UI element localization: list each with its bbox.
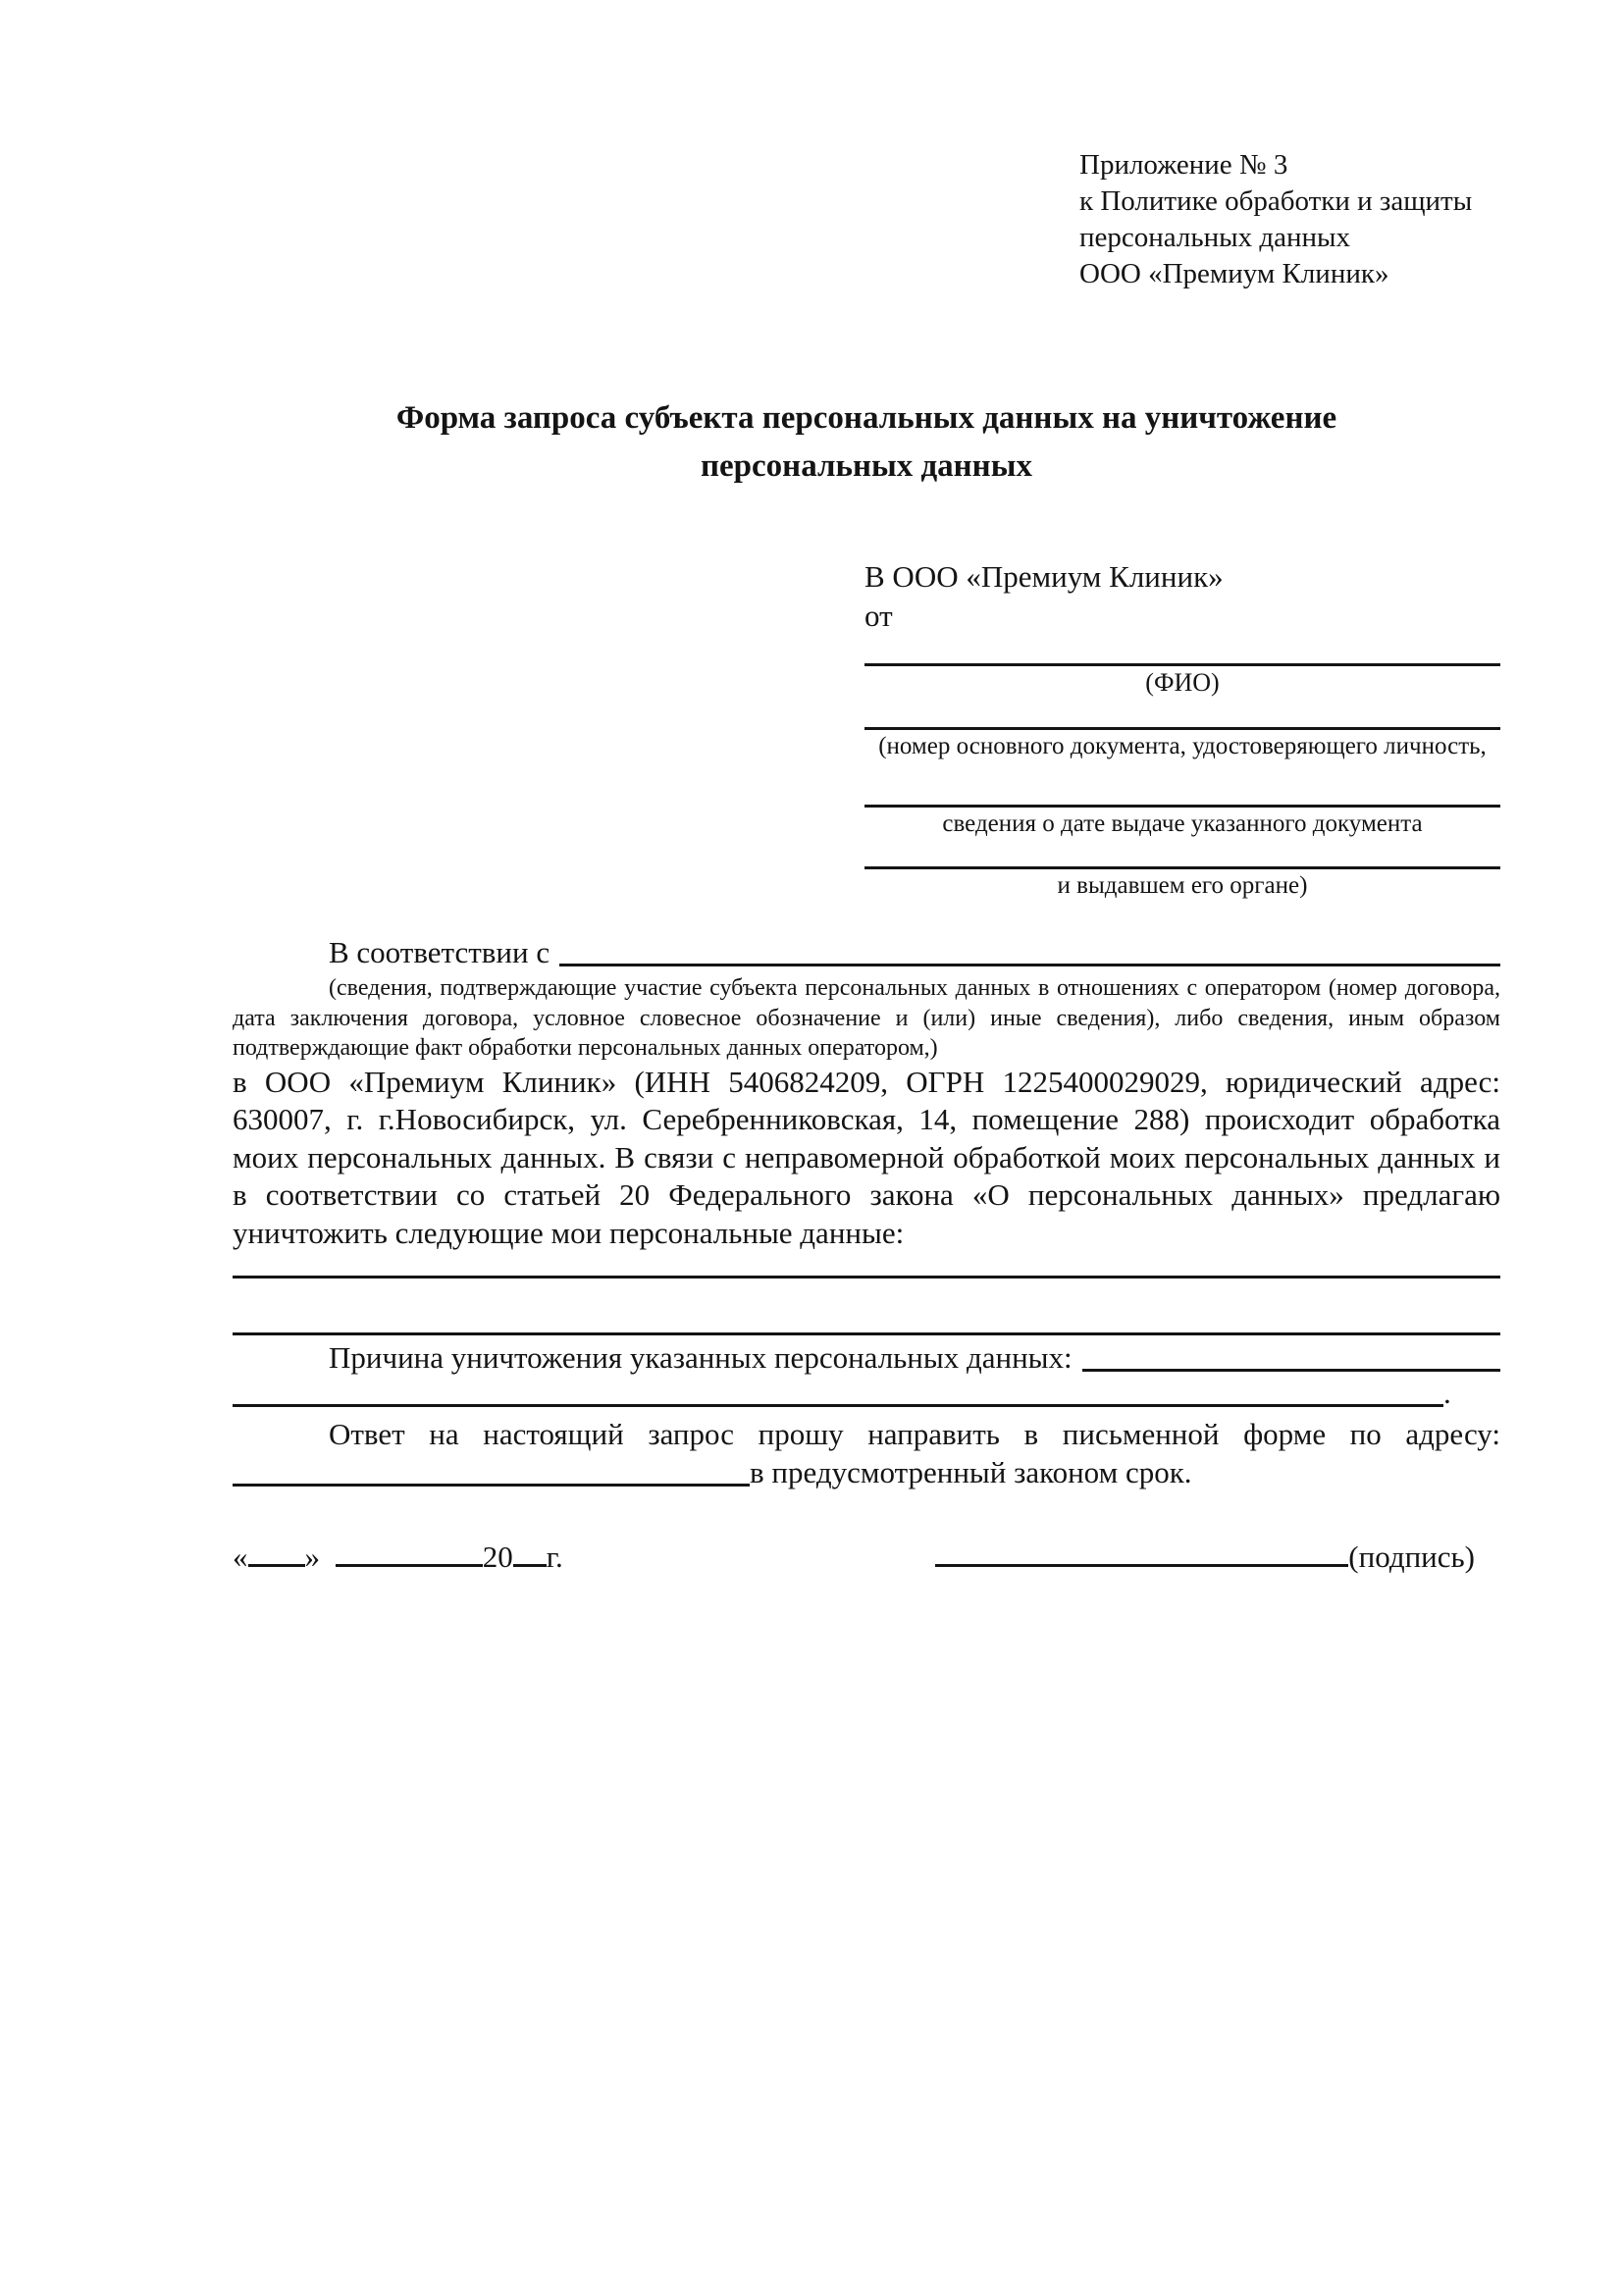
date-quote-close: » [304,1539,320,1574]
reason-label: Причина уничтожения указанных персональных данных: [329,1339,1073,1375]
date-month-line [336,1543,483,1567]
reason-continuation-row [233,1377,1500,1412]
date-signature-row [233,1535,1500,1576]
issue-date-caption: сведения о дате выдаче указанного документа [942,810,1423,837]
document-number-field-line [864,727,1500,730]
page-title [233,394,1500,491]
date-quote-open: « [233,1539,248,1574]
issuing-authority-caption: и выдавшем его органе) [1057,872,1308,899]
date-year-suffix: г. [546,1539,563,1574]
body-text [233,928,1500,1576]
date-field [233,1539,563,1577]
header-note-line: ООО «Премиум Клиник» [1079,258,1389,289]
header-note-line: к Политике обработки и защиты [1079,185,1473,217]
header-note-line: персональных данных [1079,222,1351,253]
signature-line [935,1543,1348,1567]
response-term-text: в предусмотренный законом срок. [750,1454,1192,1489]
date-year-line [513,1543,547,1567]
date-day-line [248,1543,305,1567]
reason-row [233,1339,1500,1377]
addressee-block [864,557,1500,901]
accordance-footnote: (сведения, подтверждающие участие субъекта персональных данных в отношениях с оператором (номер договора, дата заключения договора, условное словесное обозначение и (или) иные сведения), либо сведения, иным образом подтверждающие факт обработки персональных данных оператором,) [233,975,1500,1061]
page-title-line2: персональных данных [701,448,1032,484]
accordance-row [233,928,1500,971]
issue-date-field-line [864,805,1500,808]
reason-field-line [1082,1369,1500,1372]
document-number-caption: (номер основного документа, удостоверяющего личность, [878,733,1487,759]
reason-field-line-2 [233,1404,1443,1407]
personal-data-field-line-2 [233,1332,1500,1335]
accordance-label: В соответствии с [329,934,550,969]
date-year-prefix: 20 [482,1539,513,1574]
fio-caption: (ФИО) [1145,668,1220,697]
response-address-row [233,1454,1500,1491]
reason-period: . [1443,1375,1451,1410]
fio-field-line [864,663,1500,666]
signature-field [935,1539,1500,1577]
page-title-line1: Форма запроса субъекта персональных данных на уничтожение [395,400,1337,436]
response-request-paragraph: Ответ на настоящий запрос прошу направить в письменной форме по адресу: [329,1417,1500,1451]
main-paragraph: в ООО «Премиум Клиник» (ИНН 5406824209, ОГРН 1225400029029, юридический адрес: 630007, г. г.Новосибирск, ул. Серебренниковская, 14, помещение 288) происходит обработка моих персональных данных. В связи с неправомерной обработкой моих персональных данных и в соответствии со статьей 20 Федерального закона «О персональных данных» предлагаю уничтожить следующие мои персональные данные: [233,1064,1500,1250]
addressee-to: В ООО «Премиум Клиник» [864,559,1224,594]
issuing-authority-field-line [864,866,1500,869]
address-field-line [233,1484,750,1487]
header-note-line: Приложение № 3 [1079,149,1288,181]
header-note [1079,147,1472,292]
accordance-field-line [559,964,1500,966]
personal-data-field-line-1 [233,1276,1500,1278]
signature-caption: (подпись) [1348,1539,1475,1574]
addressee-from-label: от [864,599,893,633]
